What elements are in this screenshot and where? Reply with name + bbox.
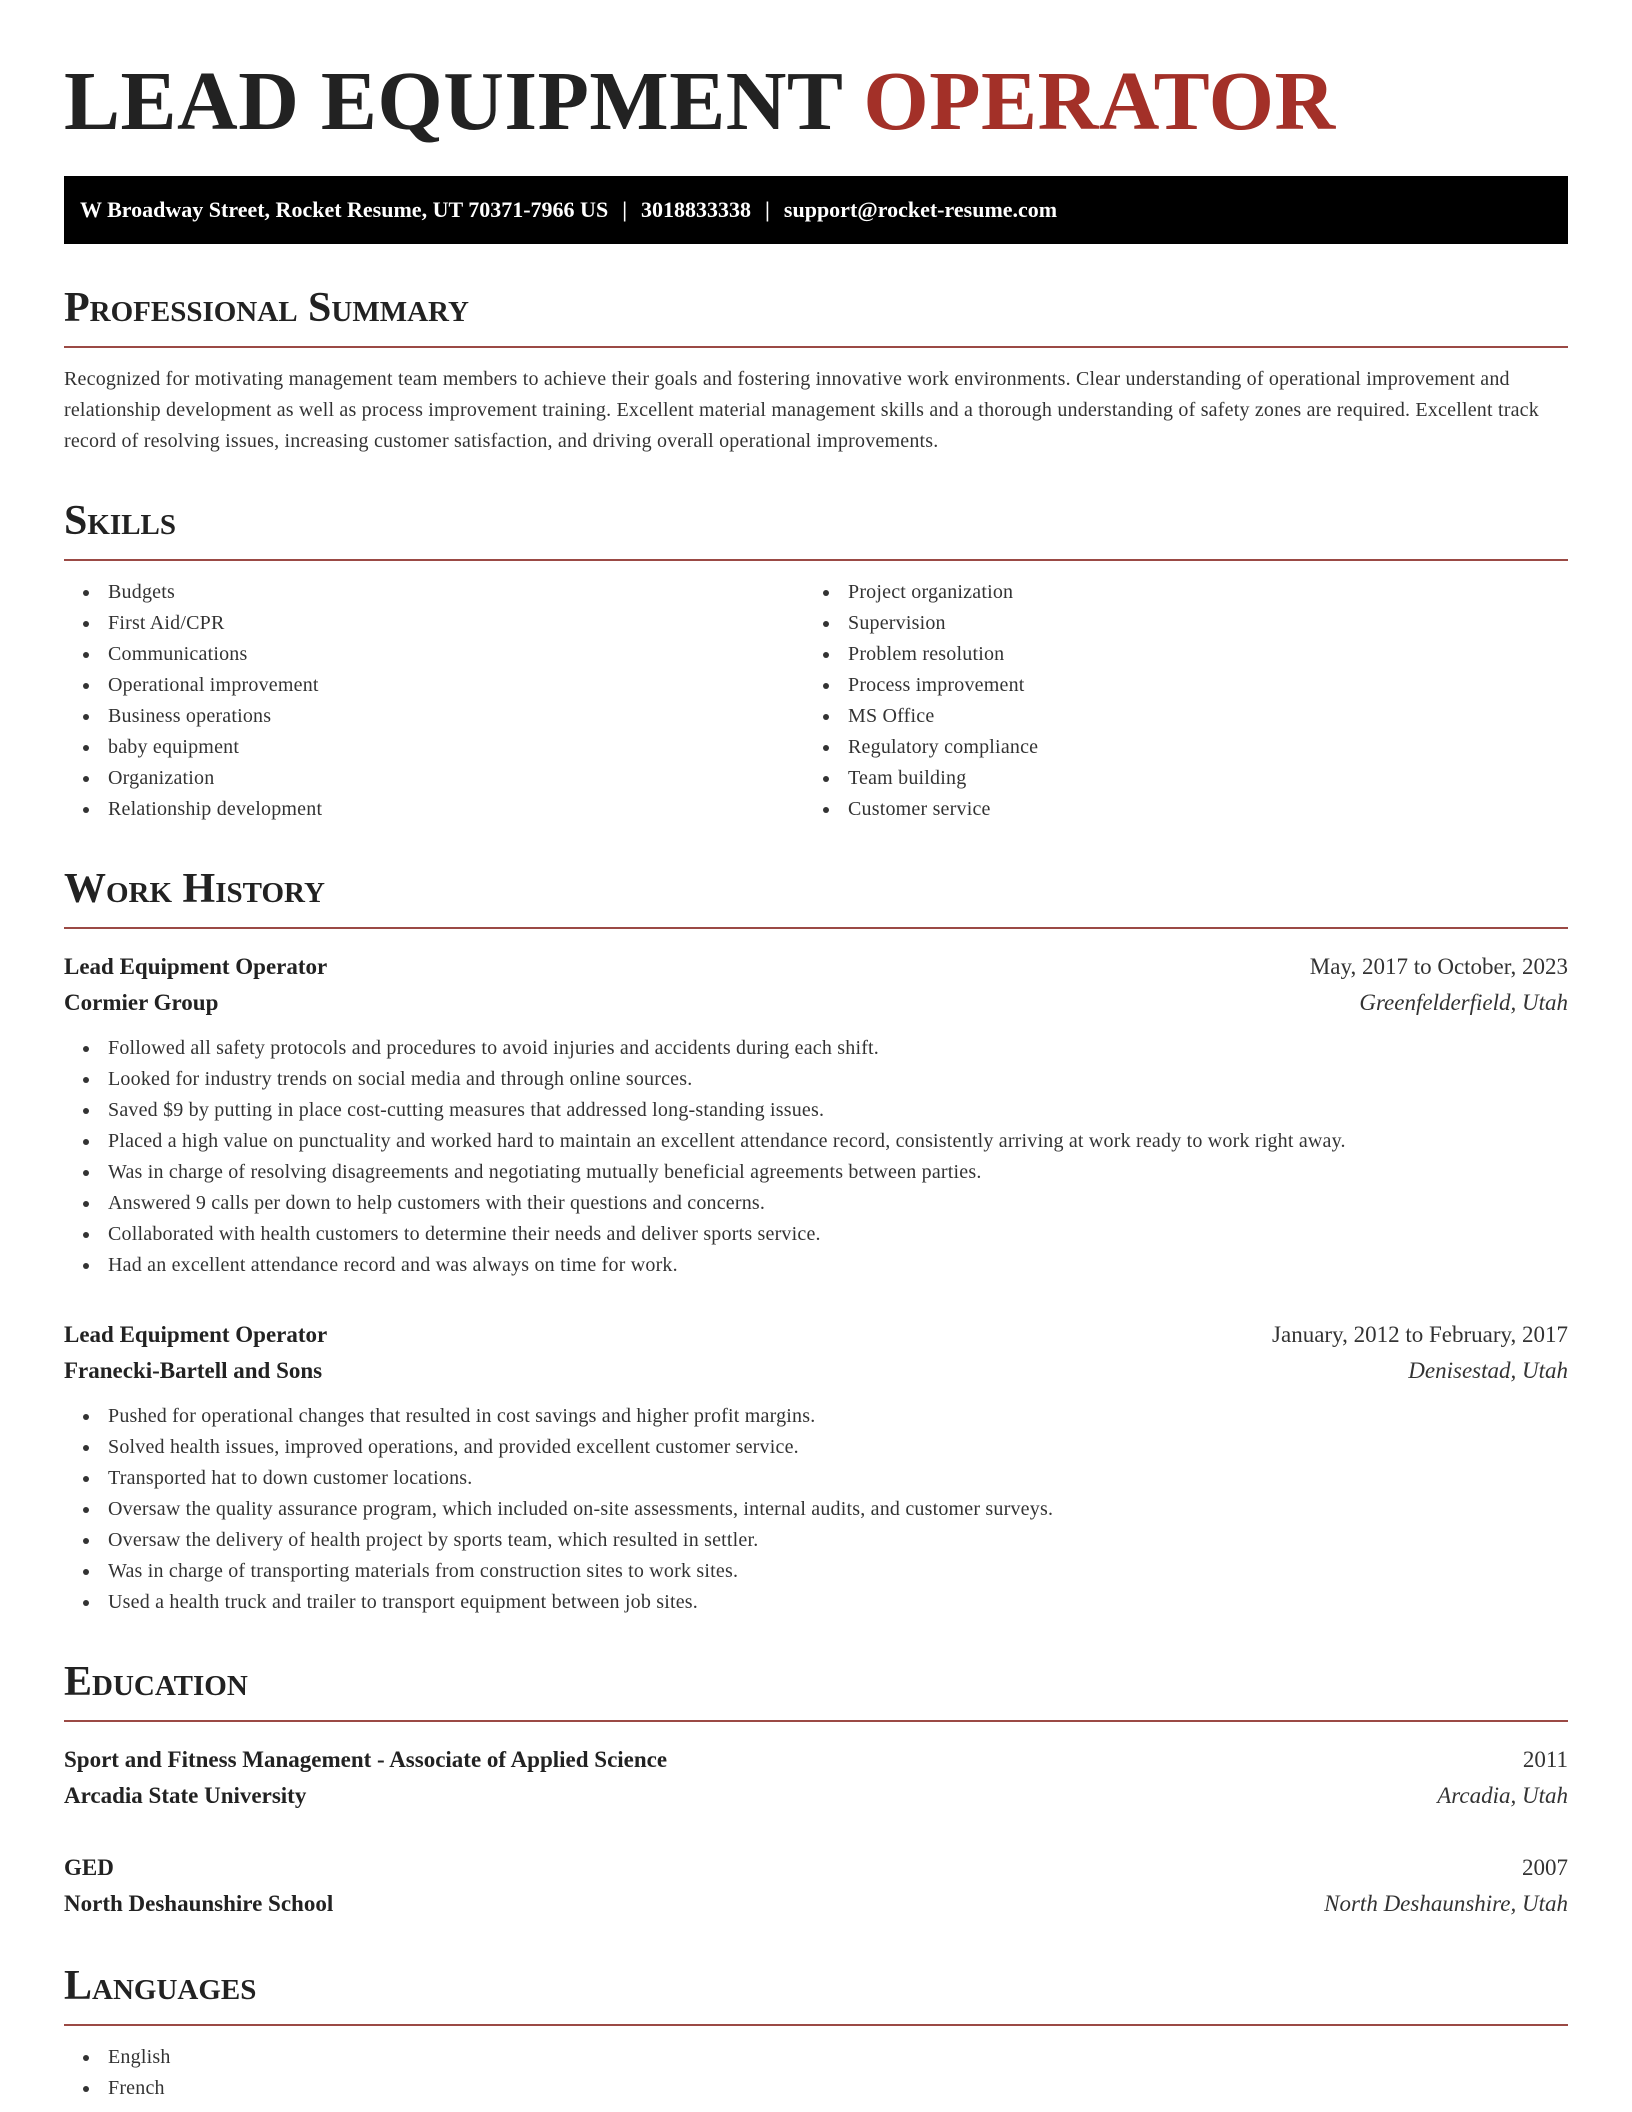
skills-columns — [64, 577, 1568, 825]
summary-text: Recognized for motivating management team members to achieve their goals and fostering innovative work environments. Clear understanding of operational improvement and relationship development as well as process improvement training. Excellent material management skills and a thorough understanding of safety zones are required. Excellent track record of resolving issues, increasing customer satisfaction, and driving overall operational improvements. — [64, 368, 1539, 452]
education-degree: Sport and Fitness Management - Associate of Applied Science — [64, 1747, 668, 1772]
job-role: Lead Equipment Operator — [64, 954, 328, 979]
job-bullet: Collaborated with health customers to determine their needs and deliver sports service. — [64, 1219, 1568, 1250]
job-bullet: Pushed for operational changes that resulted in cost savings and higher profit margins. — [64, 1401, 1568, 1432]
job-company: Franecki-Bartell and Sons — [64, 1358, 323, 1383]
skill-item: Project organization — [804, 577, 1544, 608]
skill-item: Problem resolution — [804, 639, 1544, 670]
job-location: Greenfelderfield, Utah — [1359, 990, 1568, 1015]
skill-item: Communications — [64, 639, 804, 670]
job-bullet: Looked for industry trends on social media and through online sources. — [64, 1064, 1568, 1095]
job-bullet: Followed all safety protocols and procedures to avoid injuries and accidents during each shift. — [64, 1033, 1568, 1064]
education-section — [64, 1656, 1568, 1922]
skills-title: Skills — [64, 498, 177, 544]
job-bullet: Transported hat to down customer locations. — [64, 1463, 1568, 1494]
education-year: 2007 — [1522, 1855, 1568, 1880]
skills-right-list — [804, 577, 1544, 825]
education-title: Education — [64, 1659, 248, 1705]
contact-email: support@rocket-resume.com — [783, 197, 1058, 222]
job-bullets — [64, 1401, 1568, 1618]
skills-left-list — [64, 577, 804, 825]
skill-item: Customer service — [804, 794, 1544, 825]
contact-separator: | — [622, 197, 628, 222]
name-accent: OPERATOR — [863, 55, 1336, 148]
job-role: Lead Equipment Operator — [64, 1322, 328, 1347]
job-location: Denisestad, Utah — [1408, 1358, 1568, 1383]
job-bullet: Was in charge of resolving disagreements and negotiating mutually beneficial agreements between parties. — [64, 1157, 1568, 1188]
job-dates: January, 2012 to February, 2017 — [1272, 1322, 1568, 1347]
job-bullet: Used a health truck and trailer to transport equipment between job sites. — [64, 1587, 1568, 1618]
job-entry — [64, 949, 1568, 1281]
language-item: English — [64, 2042, 1568, 2073]
language-item: French — [64, 2073, 1568, 2104]
section-divider — [64, 2024, 1568, 2026]
section-divider — [64, 559, 1568, 561]
skill-item: Team building — [804, 763, 1544, 794]
name-first: LEAD EQUIPMENT — [64, 55, 842, 148]
education-school: North Deshaunshire School — [64, 1891, 334, 1916]
education-entry — [64, 1850, 1568, 1922]
job-bullet: Oversaw the quality assurance program, which included on-site assessments, internal audits, and customer surveys. — [64, 1494, 1568, 1525]
contact-bar — [64, 176, 1568, 244]
job-bullet: Answered 9 calls per down to help customers with their questions and concerns. — [64, 1188, 1568, 1219]
skill-item: Supervision — [804, 608, 1544, 639]
job-bullet: Solved health issues, improved operations, and provided excellent customer service. — [64, 1432, 1568, 1463]
languages-section — [64, 1960, 1568, 2104]
job-entry — [64, 1317, 1568, 1618]
summary-title: Professional Summary — [64, 285, 469, 331]
education-degree: GED — [64, 1855, 114, 1880]
work-title: Work History — [64, 866, 325, 912]
resume-name — [64, 52, 1568, 152]
job-bullet: Saved $9 by putting in place cost-cutting measures that addressed long-standing issues. — [64, 1095, 1568, 1126]
resume-page — [64, 0, 1568, 2104]
skill-item: Budgets — [64, 577, 804, 608]
education-location: Arcadia, Utah — [1437, 1783, 1568, 1808]
job-bullet: Had an excellent attendance record and was always on time for work. — [64, 1250, 1568, 1281]
job-bullet: Was in charge of transporting materials from construction sites to work sites. — [64, 1556, 1568, 1587]
contact-address: W Broadway Street, Rocket Resume, UT 70371-7966 US — [80, 197, 609, 222]
job-dates: May, 2017 to October, 2023 — [1309, 954, 1568, 979]
skills-section — [64, 495, 1568, 825]
skill-item: Business operations — [64, 701, 804, 732]
section-divider — [64, 346, 1568, 348]
skill-item: Relationship development — [64, 794, 804, 825]
skill-item: Operational improvement — [64, 670, 804, 701]
job-bullet: Placed a high value on punctuality and worked hard to maintain an excellent attendance record, consistently arriving at work ready to work right away. — [64, 1126, 1568, 1157]
skill-item: Regulatory compliance — [804, 732, 1544, 763]
languages-list — [64, 2042, 1568, 2104]
work-section — [64, 863, 1568, 1618]
skill-item: Organization — [64, 763, 804, 794]
languages-title: Languages — [64, 1963, 257, 2009]
summary-section — [64, 282, 1568, 457]
education-entry — [64, 1742, 1568, 1814]
skill-item: Process improvement — [804, 670, 1544, 701]
contact-phone: 3018833338 — [641, 197, 752, 222]
section-divider — [64, 927, 1568, 929]
education-location: North Deshaunshire, Utah — [1324, 1891, 1568, 1916]
job-bullets — [64, 1033, 1568, 1281]
skill-item: baby equipment — [64, 732, 804, 763]
education-school: Arcadia State University — [64, 1783, 307, 1808]
contact-separator: | — [765, 197, 770, 222]
section-divider — [64, 1720, 1568, 1722]
job-company: Cormier Group — [64, 990, 219, 1015]
skill-item: First Aid/CPR — [64, 608, 804, 639]
skill-item: MS Office — [804, 701, 1544, 732]
job-bullet: Oversaw the delivery of health project by sports team, which resulted in settler. — [64, 1525, 1568, 1556]
education-year: 2011 — [1522, 1747, 1568, 1772]
